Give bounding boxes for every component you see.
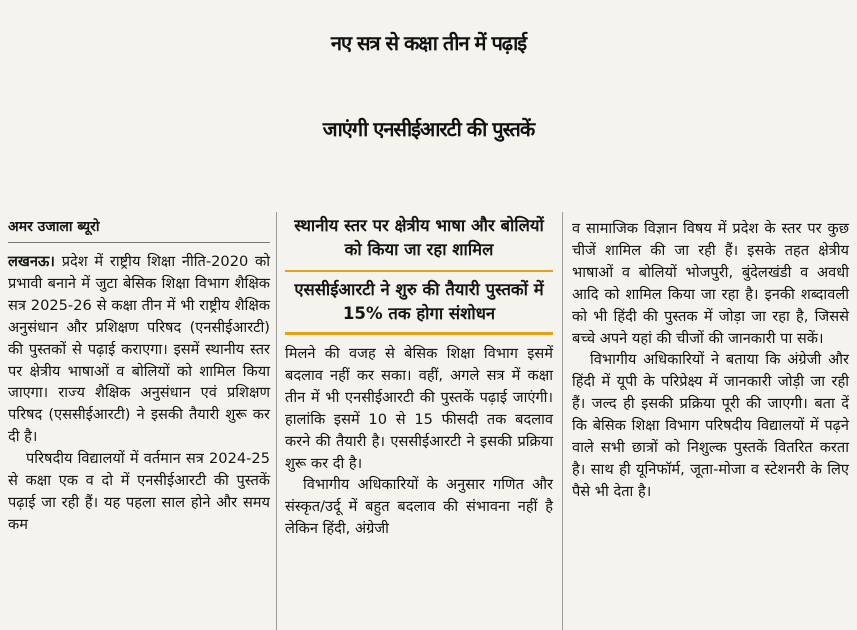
paragraph: विभागीय अधिकारियों ने बताया कि अंग्रेजी और हिंदी में यूपी के परिप्रेक्ष्य में जानकारी जोड़ी जा रही हैं। जल्द ही इसकी प्रक्रिया पूरी की जाएगी। बता दें कि बेसिक शिक्षा विभाग परिषदीय विद्यालयों में पढ़ने वाले सभी छात्रों को निशुल्क पुस्तकें वितरित करता है। साथ ही यूनिफॉर्म, जूता-मोजा व स्टेशनरी के लिए पैसे भी देता है। [572, 351, 849, 500]
column-divider [562, 212, 563, 630]
headline-line-1: नए सत्र से कक्षा तीन में पढ़ाई [330, 31, 527, 55]
headline [0, 0, 857, 172]
dateline: लखनऊ। [8, 253, 55, 270]
deck-primary: स्थानीय स्तर पर क्षेत्रीय भाषा और बोलियों को किया जा रहा शामिल [294, 216, 544, 259]
paragraph [8, 251, 270, 448]
article-column-3 [572, 218, 849, 503]
column-divider [276, 212, 277, 630]
article-column-1 [8, 214, 270, 536]
deck-secondary: एससीईआरटी ने शुरु की तैयारी पुस्तकों में 15% तक होगा संशोधन [285, 270, 553, 335]
headline-line-2: जाएंगी एनसीईआरटी की पुस्तकें [322, 117, 535, 141]
paragraph: परिषदीय विद्यालयों में वर्तमान सत्र 2024-25 से कक्षा एक व दो में एनसीईआरटी की पुस्तकें पढ़ाई जा रही हैं। यह पहला साल होने और समय कम [8, 450, 270, 533]
paragraph: व सामाजिक विज्ञान विषय में प्रदेश के स्तर पर कुछ चीजें शामिल की जा रही हैं। इसके तहत क्षेत्रीय भाषाओं व बोलियों भोजपुरी, बुंदेलखंडी व अवधी आदि को शामिल किया जा रहा है। इनकी शब्दावली को भी हिंदी की पुस्तक में जोड़ा जा रहा है, जिससे बच्चे अपने यहां की चीजों की जानकारी पा सकें। [572, 220, 849, 347]
paragraph: विभागीय अधिकारियों के अनुसार गणित और संस्कृत/उर्दू में बहुत बदलाव की संभावना नहीं है लेकिन हिंदी, अंग्रेजी [285, 476, 553, 538]
article-column-2 [285, 214, 553, 540]
byline: अमर उजाला ब्यूरो [8, 214, 270, 243]
paragraph-text: प्रदेश में राष्ट्रीय शिक्षा नीति-2020 को प्रभावी बनाने में जुटा बेसिक शिक्षा विभाग शैक्षिक सत्र 2025-26 से कक्षा तीन में भी राष्ट्रीय शैक्षिक अनुसंधान और प्रशिक्षण परिषद (एनसीईआरटी) की पुस्तकों से पढ़ाई कराएगा। इसमें स्थानीय स्तर पर क्षेत्रीय भाषाओं व बोलियों को शामिल किया जाएगा। राज्य शैक्षिक अनुसंधान एवं प्रशिक्षण परिषद (एससीईआरटी) ने इसकी तैयारी शुरू कर दी है। [8, 253, 271, 446]
paragraph: मिलने की वजह से बेसिक शिक्षा विभाग इसमें बदलाव नहीं कर सका। वहीं, अगले सत्र में कक्षा तीन में भी एनसीईआरटी की पुस्तकें पढ़ाई जाएंगी। हालांकि इसमें 10 से 15 फीसदी तक बदलाव करने की तैयारी है। एससीईआरटी ने इसकी प्रक्रिया शुरू कर दी है। [285, 345, 553, 472]
